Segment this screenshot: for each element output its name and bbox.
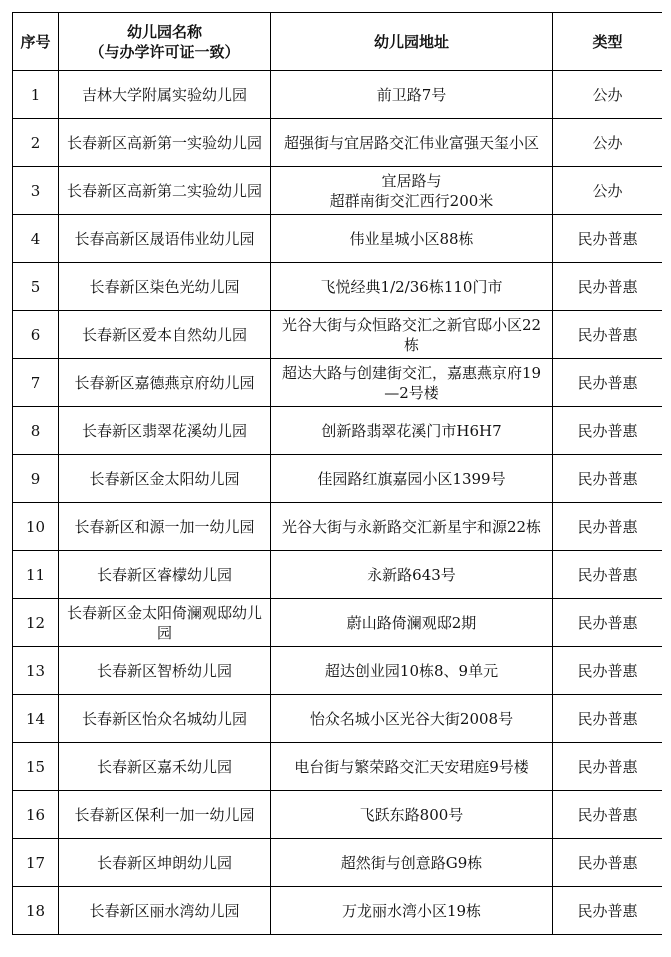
- table-row: [13, 791, 663, 839]
- row-index: 10: [13, 503, 59, 551]
- address-line: 前卫路7号: [376, 85, 447, 104]
- kindergarten-address: [271, 119, 553, 167]
- kindergarten-address: [271, 167, 553, 215]
- kindergarten-name: 长春新区高新第一实验幼儿园: [59, 119, 271, 167]
- row-index: 7: [13, 359, 59, 407]
- row-index: 4: [13, 215, 59, 263]
- table-row: [13, 407, 663, 455]
- kindergarten-type: 民办普惠: [553, 551, 663, 599]
- kindergarten-type: 公办: [553, 119, 663, 167]
- header-index: 序号: [13, 13, 59, 71]
- header-name-line2: （与办学许可证一致）: [89, 42, 240, 61]
- address-line: 飞跃东路800号: [359, 805, 464, 824]
- kindergarten-type: 民办普惠: [553, 791, 663, 839]
- table-row: [13, 455, 663, 503]
- table-row: [13, 695, 663, 743]
- kindergarten-name: 长春新区坤朗幼儿园: [59, 839, 271, 887]
- address-line: 光谷大街与永新路交汇新星宇和源22栋: [281, 517, 542, 536]
- row-index: 6: [13, 311, 59, 359]
- address-line: 怡众名城小区光谷大街2008号: [309, 709, 514, 728]
- kindergarten-address: [271, 647, 553, 695]
- kindergarten-type: 民办普惠: [553, 359, 663, 407]
- table-row: [13, 503, 663, 551]
- kindergarten-type: 民办普惠: [553, 887, 663, 935]
- kindergarten-address: [271, 791, 553, 839]
- kindergarten-address: [271, 695, 553, 743]
- kindergarten-address: [271, 215, 553, 263]
- address-line: 永新路643号: [367, 565, 456, 584]
- table-row: [13, 743, 663, 791]
- address-line: 光谷大街与众恒路交汇之新官邸小区22栋: [281, 315, 542, 354]
- address-line-2: 超群南街交汇西行200米: [329, 191, 494, 210]
- kindergarten-name: 长春新区睿檬幼儿园: [59, 551, 271, 599]
- table-row: [13, 359, 663, 407]
- kindergarten-name: 长春高新区晟语伟业幼儿园: [59, 215, 271, 263]
- address-line: 超达大路与创建街交汇，嘉惠燕京府19—2号楼: [281, 363, 542, 402]
- kindergarten-type: 公办: [553, 71, 663, 119]
- kindergarten-name: 长春新区保利一加一幼儿园: [59, 791, 271, 839]
- kindergarten-type: 民办普惠: [553, 263, 663, 311]
- kindergarten-name: 长春新区嘉德燕京府幼儿园: [59, 359, 271, 407]
- kindergarten-address: [271, 599, 553, 647]
- kindergarten-type: 民办普惠: [553, 839, 663, 887]
- kindergarten-address: [271, 887, 553, 935]
- row-index: 2: [13, 119, 59, 167]
- table-row: [13, 887, 663, 935]
- table-row: [13, 599, 663, 647]
- kindergarten-address: [271, 407, 553, 455]
- row-index: 3: [13, 167, 59, 215]
- kindergarten-address: [271, 503, 553, 551]
- kindergarten-type: 民办普惠: [553, 599, 663, 647]
- table-row: [13, 311, 663, 359]
- table-row: [13, 551, 663, 599]
- address-line: 伟业星城小区88栋: [349, 229, 474, 248]
- table-row: [13, 119, 663, 167]
- kindergarten-name: 长春新区金太阳倚澜观邸幼儿园: [59, 599, 271, 647]
- row-index: 13: [13, 647, 59, 695]
- row-index: 15: [13, 743, 59, 791]
- kindergarten-name: 长春新区柒色光幼儿园: [59, 263, 271, 311]
- address-line: 超强街与宜居路交汇伟业富强天玺小区: [283, 133, 539, 152]
- kindergarten-type: 民办普惠: [553, 503, 663, 551]
- kindergarten-name: 长春新区爱本自然幼儿园: [59, 311, 271, 359]
- table-row: [13, 839, 663, 887]
- kindergarten-address: [271, 455, 553, 503]
- kindergarten-name: 长春新区和源一加一幼儿园: [59, 503, 271, 551]
- kindergarten-address: [271, 311, 553, 359]
- header-name-line1: 幼儿园名称: [126, 22, 202, 41]
- table-body: [13, 71, 663, 935]
- row-index: 17: [13, 839, 59, 887]
- address-line: 超达创业园10栋8、9单元: [324, 661, 499, 680]
- kindergarten-address: [271, 71, 553, 119]
- kindergarten-name: 吉林大学附属实验幼儿园: [59, 71, 271, 119]
- table-row: [13, 263, 663, 311]
- kindergarten-type: 民办普惠: [553, 647, 663, 695]
- table-row: [13, 71, 663, 119]
- table-row: [13, 167, 663, 215]
- kindergarten-address: [271, 263, 553, 311]
- row-index: 9: [13, 455, 59, 503]
- address-line: 佳园路红旗嘉园小区1399号: [317, 469, 506, 488]
- kindergarten-address: [271, 359, 553, 407]
- kindergarten-name: 长春新区智桥幼儿园: [59, 647, 271, 695]
- address-line: 电台街与繁荣路交汇天安珺庭9号楼: [294, 757, 529, 776]
- row-index: 18: [13, 887, 59, 935]
- table-header-row: [13, 13, 663, 71]
- address-line: 宜居路与: [381, 171, 442, 190]
- row-index: 5: [13, 263, 59, 311]
- address-line: 创新路翡翠花溪门市H6H7: [321, 421, 502, 440]
- address-line: 超然街与创意路G9栋: [340, 853, 483, 872]
- table-row: [13, 215, 663, 263]
- table-row: [13, 647, 663, 695]
- header-address: 幼儿园地址: [271, 13, 553, 71]
- kindergarten-name: 长春新区金太阳幼儿园: [59, 455, 271, 503]
- header-name: [59, 13, 271, 71]
- row-index: 12: [13, 599, 59, 647]
- kindergarten-name: 长春新区丽水湾幼儿园: [59, 887, 271, 935]
- kindergarten-address: [271, 743, 553, 791]
- kindergarten-name: 长春新区怡众名城幼儿园: [59, 695, 271, 743]
- kindergarten-name: 长春新区高新第二实验幼儿园: [59, 167, 271, 215]
- row-index: 16: [13, 791, 59, 839]
- row-index: 11: [13, 551, 59, 599]
- address-line: 万龙丽水湾小区19栋: [341, 901, 482, 920]
- address-line: 飞悦经典1/2/36栋110门市: [320, 277, 503, 296]
- kindergarten-table: [12, 12, 662, 935]
- kindergarten-type: 民办普惠: [553, 407, 663, 455]
- kindergarten-type: 公办: [553, 167, 663, 215]
- kindergarten-name: 长春新区嘉禾幼儿园: [59, 743, 271, 791]
- kindergarten-type: 民办普惠: [553, 743, 663, 791]
- kindergarten-type: 民办普惠: [553, 695, 663, 743]
- row-index: 8: [13, 407, 59, 455]
- row-index: 1: [13, 71, 59, 119]
- kindergarten-table-container: [12, 12, 662, 957]
- kindergarten-address: [271, 551, 553, 599]
- kindergarten-type: 民办普惠: [553, 215, 663, 263]
- kindergarten-type: 民办普惠: [553, 311, 663, 359]
- kindergarten-type: 民办普惠: [553, 455, 663, 503]
- address-line: 蔚山路倚澜观邸2期: [346, 613, 477, 632]
- kindergarten-address: [271, 839, 553, 887]
- row-index: 14: [13, 695, 59, 743]
- header-type: 类型: [553, 13, 663, 71]
- kindergarten-name: 长春新区翡翠花溪幼儿园: [59, 407, 271, 455]
